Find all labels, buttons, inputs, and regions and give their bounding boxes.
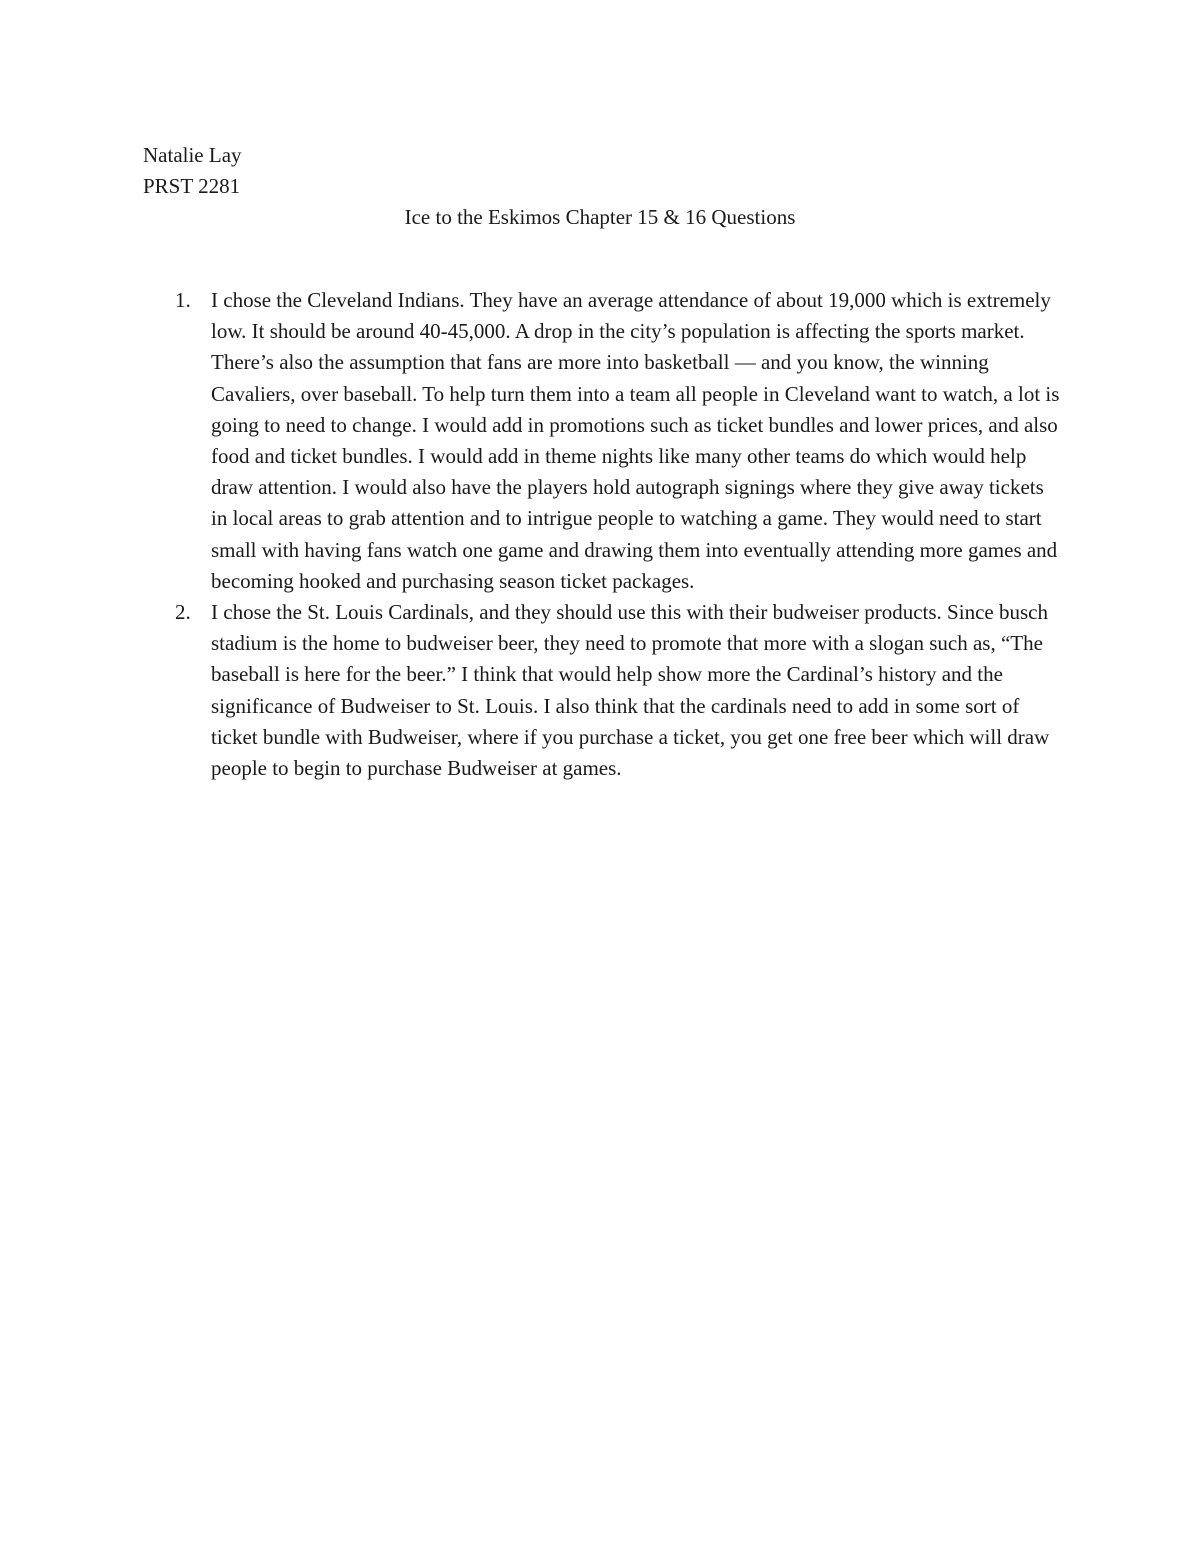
answer-text: I chose the St. Louis Cardinals, and they should use this with their budweiser products. Since busch stadium is the home to budweiser beer, they need to promote that more with a slogan such as, “The baseball is here for the beer.” I think that would help show more the Cardinal’s history and the significance of Budweiser to St. Louis. I also think that the cardinals need to add in some sort of ticket bundle with Budweiser, where if you purchase a ticket, you get one free beer which will draw people to begin to purchase Budweiser at games. [211,600,1050,781]
answer-number: 1. [175,288,191,312]
author-name: Natalie Lay [143,143,242,167]
answer-item-2 [143,597,1063,784]
answer-list [143,285,1063,784]
answer-text: I chose the Cleveland Indians. They have an average attendance of about 19,000 which is extremely low. It should be around 40-45,000. A drop in the city’s population is affecting the sports market. There’s also the assumption that fans are more into basketball — and you know, the winning Cavaliers, over baseball. To help turn them into a team all people in Cleveland want to watch, a lot is going to need to change. I would add in promotions such as ticket bundles and lower prices, and also food and ticket bundles. I would add in theme nights like many other teams do which would help draw attention. I would also have the players hold autograph signings where they give away tickets in local areas to grab attention and to intrigue people to watching a game. They would need to start small with having fans watch one game and drawing them into eventually attending more games and becoming hooked and purchasing season ticket packages. [211,288,1060,593]
answer-number: 2. [175,600,191,625]
answer-item-1 [143,285,1063,597]
document-title: Ice to the Eskimos Chapter 15 & 16 Questions [404,205,796,229]
course-code: PRST 2281 [143,174,241,198]
